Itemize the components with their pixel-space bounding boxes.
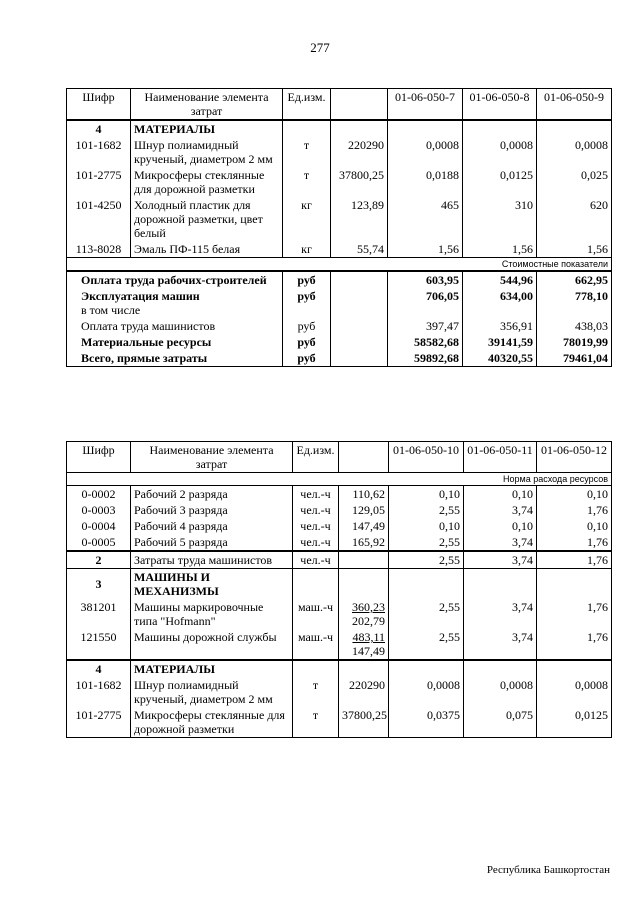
- row-value-3: 0,10: [537, 486, 612, 503]
- row-price: 165,92: [339, 534, 389, 551]
- cost-row: [67, 350, 612, 367]
- row-value-2: 0,075: [464, 707, 537, 738]
- cost-value-2: 634,00: [463, 288, 537, 318]
- row-price: 55,74: [331, 241, 388, 258]
- row-value-1: 0,10: [389, 486, 464, 503]
- row-price: 37800,25: [339, 707, 389, 738]
- row-name: Рабочий 3 разряда: [131, 502, 293, 518]
- row-name: Машины маркировочные типа "Hofmann": [131, 599, 293, 629]
- row-name: Рабочий 5 разряда: [131, 534, 293, 551]
- cost-unit: руб: [283, 334, 331, 350]
- subheader-row: [67, 258, 612, 272]
- row-price: 220290: [339, 677, 389, 707]
- cost-name: Эксплуатация машин: [81, 289, 200, 303]
- row-value-1: 0,10: [389, 518, 464, 534]
- table-header-row: [67, 442, 612, 473]
- row-value-2: 3,74: [464, 629, 537, 660]
- resource-table-2: [66, 441, 612, 738]
- header-name: Наименование элемента затрат: [131, 89, 283, 121]
- row-unit: кг: [283, 241, 331, 258]
- cost-value-1: 603,95: [388, 271, 463, 288]
- row-value-1: 0,0008: [389, 677, 464, 707]
- table-row: [67, 707, 612, 738]
- cost-value-3: 79461,04: [537, 350, 612, 367]
- table-row: [67, 518, 612, 534]
- row-price: 37800,25: [331, 167, 388, 197]
- row-price: 123,89: [331, 197, 388, 241]
- page-number: 277: [310, 40, 330, 55]
- row-value-1: 1,56: [388, 241, 463, 258]
- row-value-2: 3,74: [464, 534, 537, 551]
- section-code: 4: [67, 120, 131, 137]
- row-name: Холодный пластик для дорожной разметки, цвет белый: [131, 197, 283, 241]
- row-price: 220290: [331, 137, 388, 167]
- row-name: Микросферы стеклянные для дорожной разметки: [131, 707, 293, 738]
- cost-value-2: 39141,59: [463, 334, 537, 350]
- row-value-3: 1,76: [537, 551, 612, 569]
- row-value-1: 2,55: [389, 534, 464, 551]
- cost-name: Материальные ресурсы: [67, 334, 283, 350]
- table-row: [67, 241, 612, 258]
- table-row: [67, 502, 612, 518]
- header-code: Шифр: [67, 442, 131, 473]
- table-row: [67, 629, 612, 660]
- row-code: 101-1682: [67, 137, 131, 167]
- row-value-3: 0,025: [537, 167, 612, 197]
- row-unit: маш.-ч: [293, 629, 339, 660]
- row-value-3: 0,0125: [537, 707, 612, 738]
- cost-unit: руб: [283, 350, 331, 367]
- section-row: [67, 660, 612, 677]
- row-price-secondary: 202,79: [352, 614, 385, 628]
- row-unit: т: [293, 677, 339, 707]
- row-code: 0-0003: [67, 502, 131, 518]
- cost-name: Оплата труда рабочих-строителей: [67, 271, 283, 288]
- table-row: [67, 677, 612, 707]
- table-row: [67, 534, 612, 551]
- row-value-2: 0,0125: [463, 167, 537, 197]
- row-name: Шнур полиамидный крученый, диаметром 2 мм: [131, 137, 283, 167]
- header-price: [339, 442, 389, 473]
- cost-row: [67, 271, 612, 288]
- row-unit: чел.-ч: [293, 486, 339, 503]
- row-value-3: 1,76: [537, 629, 612, 660]
- footer-region: Республика Башкортостан: [486, 864, 610, 876]
- cost-value-2: 356,91: [463, 318, 537, 334]
- row-code: 381201: [67, 599, 131, 629]
- row-value-1: 0,0188: [388, 167, 463, 197]
- row-value-3: 0,0008: [537, 137, 612, 167]
- row-value-3: 620: [537, 197, 612, 241]
- row-value-2: 0,10: [464, 486, 537, 503]
- row-value-2: 3,74: [464, 551, 537, 569]
- resource-table-1: [66, 88, 612, 367]
- header-unit: Ед.изм.: [283, 89, 331, 121]
- table-row: [67, 137, 612, 167]
- header-col-1: 01-06-050-7: [388, 89, 463, 121]
- section-title: МАШИНЫ И МЕХАНИЗМЫ: [131, 569, 293, 600]
- row-value-3: 0,0008: [537, 677, 612, 707]
- row-value-1: 2,55: [389, 551, 464, 569]
- row-price: 129,05: [339, 502, 389, 518]
- row-value-2: 1,56: [463, 241, 537, 258]
- section-code: 3: [67, 569, 131, 600]
- section-code: 4: [67, 660, 131, 677]
- section-title: МАТЕРИАЛЫ: [131, 660, 293, 677]
- row-unit: т: [283, 137, 331, 167]
- row-price: 147,49: [339, 518, 389, 534]
- cost-value-3: 778,10: [537, 288, 612, 318]
- resource-norm-label: Норма расхода ресурсов: [67, 473, 612, 486]
- row-value-2: 0,0008: [464, 677, 537, 707]
- row-code: 0-0005: [67, 534, 131, 551]
- header-name: Наименование элемента затрат: [131, 442, 293, 473]
- row-value-1: 465: [388, 197, 463, 241]
- row-name: Эмаль ПФ-115 белая: [131, 241, 283, 258]
- cost-name: Оплата труда машинистов: [67, 318, 283, 334]
- row-name: Шнур полиамидный крученый, диаметром 2 мм: [131, 677, 293, 707]
- section-title: МАТЕРИАЛЫ: [131, 120, 283, 137]
- row-unit: чел.-ч: [293, 518, 339, 534]
- row-value-2: 310: [463, 197, 537, 241]
- row-code: 101-4250: [67, 197, 131, 241]
- row-code: 101-2775: [67, 707, 131, 738]
- row-unit: чел.-ч: [293, 534, 339, 551]
- row-value-3: 1,76: [537, 502, 612, 518]
- cost-row: [67, 334, 612, 350]
- cost-value-1: 397,47: [388, 318, 463, 334]
- row-unit: кг: [283, 197, 331, 241]
- row-value-1: 0,0375: [389, 707, 464, 738]
- row-value-3: 1,76: [537, 534, 612, 551]
- row-price: 360,23: [352, 600, 385, 614]
- row-name: Машины дорожной службы: [131, 629, 293, 660]
- table-header-row: [67, 89, 612, 121]
- header-col-2: 01-06-050-11: [464, 442, 537, 473]
- row-unit: т: [293, 707, 339, 738]
- row-value-1: 2,55: [389, 629, 464, 660]
- cost-value-3: 78019,99: [537, 334, 612, 350]
- header-col-3: 01-06-050-12: [537, 442, 612, 473]
- row-unit: маш.-ч: [293, 599, 339, 629]
- row-price: 483,11: [352, 630, 385, 644]
- cost-note: в том числе: [81, 303, 141, 317]
- row-unit: чел.-ч: [293, 502, 339, 518]
- table-row: [67, 197, 612, 241]
- row-value-3: 1,56: [537, 241, 612, 258]
- cost-value-1: 59892,68: [388, 350, 463, 367]
- header-unit: Ед.изм.: [293, 442, 339, 473]
- subheader-row: [67, 473, 612, 486]
- cost-unit: руб: [283, 288, 331, 318]
- row-name: Рабочий 4 разряда: [131, 518, 293, 534]
- cost-row: [67, 288, 612, 318]
- row-name: Рабочий 2 разряда: [131, 486, 293, 503]
- cost-value-2: 40320,55: [463, 350, 537, 367]
- row-code: 113-8028: [67, 241, 131, 258]
- table-row: [67, 486, 612, 503]
- row-value-2: 0,0008: [463, 137, 537, 167]
- row-value-1: 2,55: [389, 502, 464, 518]
- header-col-2: 01-06-050-8: [463, 89, 537, 121]
- row-code: 0-0002: [67, 486, 131, 503]
- cost-value-3: 438,03: [537, 318, 612, 334]
- row-value-3: 0,10: [537, 518, 612, 534]
- cost-value-3: 662,95: [537, 271, 612, 288]
- row-code: 101-2775: [67, 167, 131, 197]
- section-row: [67, 569, 612, 600]
- header-col-1: 01-06-050-10: [389, 442, 464, 473]
- cost-unit: руб: [283, 271, 331, 288]
- cost-name: Всего, прямые затраты: [67, 350, 283, 367]
- table-row: [67, 599, 612, 629]
- row-value-1: 2,55: [389, 599, 464, 629]
- cost-value-1: 706,05: [388, 288, 463, 318]
- row-unit: чел.-ч: [293, 551, 339, 569]
- row-unit: т: [283, 167, 331, 197]
- row-code: 0-0004: [67, 518, 131, 534]
- row-value-2: 0,10: [464, 518, 537, 534]
- machinist-row: [67, 551, 612, 569]
- row-value-2: 3,74: [464, 599, 537, 629]
- row-code: 101-1682: [67, 677, 131, 707]
- cost-unit: руб: [283, 318, 331, 334]
- cost-row: [67, 318, 612, 334]
- cost-value-1: 58582,68: [388, 334, 463, 350]
- row-name: Затраты труда машинистов: [131, 551, 293, 569]
- row-value-2: 3,74: [464, 502, 537, 518]
- section-row: [67, 120, 612, 137]
- table-row: [67, 167, 612, 197]
- row-value-1: 0,0008: [388, 137, 463, 167]
- cost-value-2: 544,96: [463, 271, 537, 288]
- header-code: Шифр: [67, 89, 131, 121]
- row-name: Микросферы стеклянные для дорожной разметки: [131, 167, 283, 197]
- header-price: [331, 89, 388, 121]
- cost-indicators-label: Стоимостные показатели: [67, 258, 612, 272]
- header-col-3: 01-06-050-9: [537, 89, 612, 121]
- row-code: 2: [67, 551, 131, 569]
- row-price-secondary: 147,49: [352, 644, 385, 658]
- row-code: 121550: [67, 629, 131, 660]
- row-value-3: 1,76: [537, 599, 612, 629]
- row-price: 110,62: [339, 486, 389, 503]
